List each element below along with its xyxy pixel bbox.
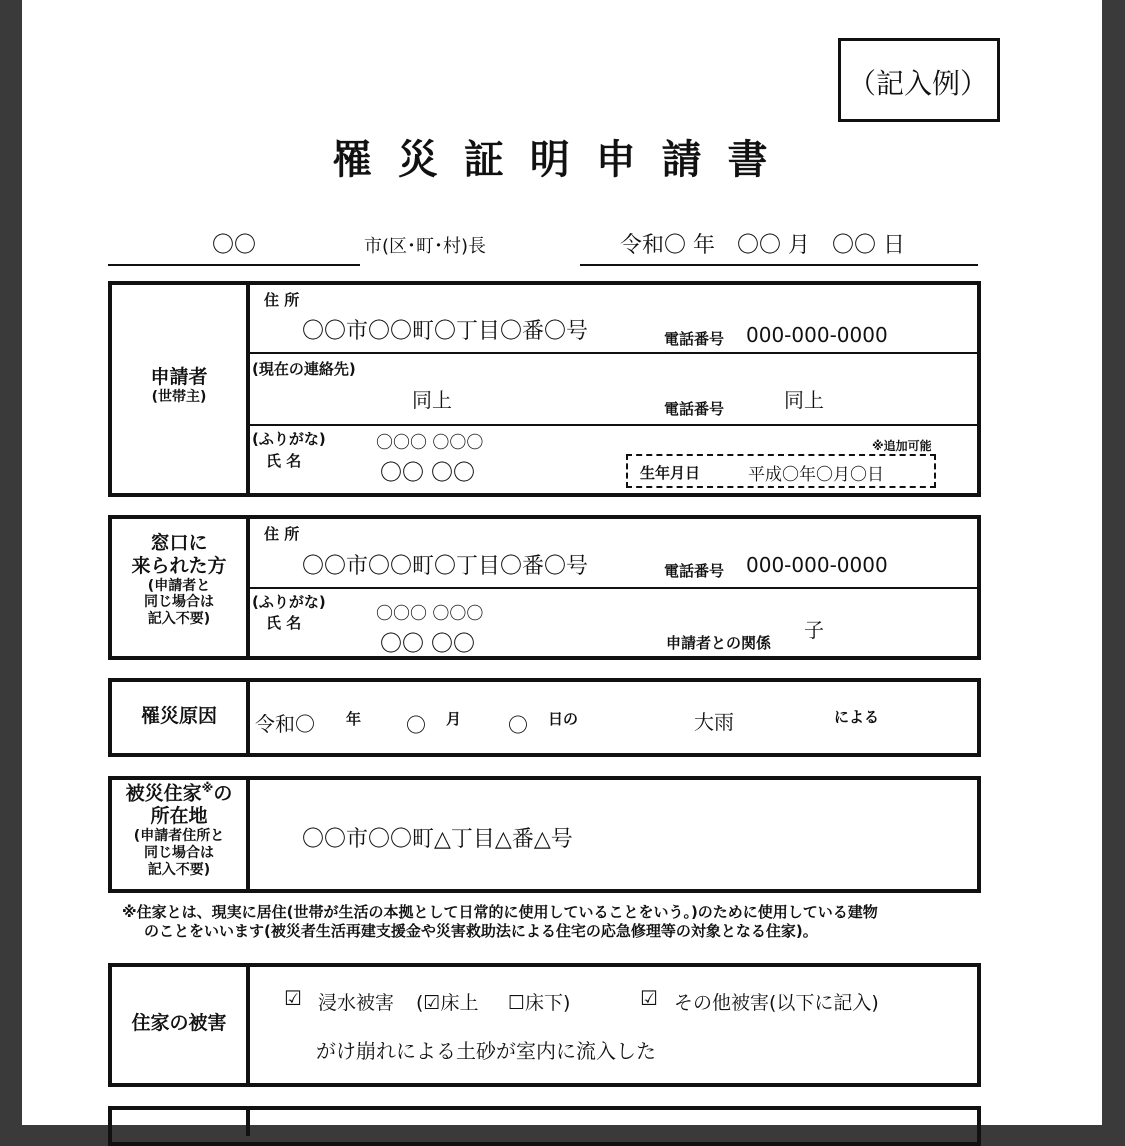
visitor-furigana: 〇〇〇 〇〇〇 [376,604,484,624]
applicant-name: 〇〇 〇〇 [380,461,475,486]
contact-label: (現在の連絡先) [252,360,356,378]
visitor-label-line-1: 窓口に [150,532,208,554]
visitor-phone-label: 電話番号 [664,562,725,580]
example-badge-text: （記入例） [848,67,989,100]
applicant-label-sub: (世帯主) [151,388,207,405]
location-divider [246,776,250,893]
cause-era: 令和〇 [255,712,315,736]
cause-label-text: 罹災原因 [140,705,217,727]
cause-day-unit: 日の [548,710,579,728]
applicant-furigana-label: (ふりがな) [252,430,326,448]
form-title: 罹 災 証 明 申 請 書 [332,137,774,183]
cause-divider [246,678,250,757]
submit-date: 令和〇 年 〇〇 月 〇〇 日 [620,233,905,258]
damage-divider [246,963,250,1087]
cause-suffix: による [834,708,880,726]
visitor-name-label: 氏 名 [266,614,302,632]
visitor-label-sub-2: 同じ場合は [144,594,214,611]
visitor-address-label: 住 所 [264,525,300,543]
damage-label-text: 住家の被害 [131,1012,227,1034]
below-floor-checkbox[interactable]: ☐床下) [508,992,571,1014]
visitor-furigana-label: (ふりがな) [252,593,326,611]
city-suffix: 市(区･町･村)長 [364,236,487,257]
applicant-phone-label: 電話番号 [664,330,725,348]
other-damage-label: その他被害(以下に記入) [674,992,879,1014]
footnote-line-2: のことをいいます(被災者生活再建支援金や災害救助法による住宅の応急修理等の対象となる住家)。 [144,922,818,940]
footnote-line-1: ※住家とは、現実に居住(世帯が生活の本拠として日常的に使用していることをいう。)のために使用している建物 [122,903,878,921]
visitor-address: 〇〇市〇〇町〇丁目〇番〇号 [302,554,589,579]
location-label-line-1 [112,781,246,805]
applicant-furigana: 〇〇〇 〇〇〇 [376,433,484,453]
birthdate-value: 平成〇年〇月〇日 [748,465,884,485]
location-label-word: 被災住家 [125,782,202,805]
other-damage-checkbox[interactable]: ☑ [640,986,658,1010]
applicant-address: 〇〇市〇〇町〇丁目〇番〇号 [302,319,589,344]
applicant-name-label: 氏 名 [266,452,302,470]
visitor-label-sub-3: 記入不要) [147,611,211,628]
applicant-address-label: 住 所 [264,291,300,309]
damage-label [112,1012,246,1035]
cause-month: 〇 [406,713,426,737]
visitor-label-sub-1: (申請者と [147,577,211,594]
cause-event: 大雨 [694,710,734,734]
city-value: 〇〇 [212,233,257,258]
form-page [22,0,1102,1125]
visitor-name: 〇〇 〇〇 [380,632,475,657]
visitor-row-line [250,587,977,589]
damage-detail: がけ崩れによる土砂が室内に流入した [316,1039,656,1063]
contact-value: 同上 [412,388,452,412]
applicant-phone: 000-000-0000 [746,323,888,347]
relation-label: 申請者との関係 [666,634,772,652]
location-address: 〇〇市〇〇町△丁目△番△号 [302,827,573,852]
next-section [108,1106,981,1146]
location-label-particle: の [213,782,233,805]
cause-month-unit: 月 [446,710,462,728]
above-floor-checkbox[interactable]: (☑床上 [416,992,479,1014]
relation-value: 子 [804,618,824,642]
cause-label [112,705,246,728]
location-label-mark: ※ [201,781,214,795]
visitor-label-line-2: 来られた方 [131,554,227,577]
location-label-sub-3: 記入不要) [147,861,211,878]
location-label-sub-1: (申請者住所と [133,827,225,844]
date-underline [580,264,978,266]
optional-note: ※追加可能 [872,439,932,453]
cause-year-unit: 年 [346,710,362,728]
birthdate-label: 生年月日 [640,464,701,482]
flood-checkbox[interactable]: ☑ [284,986,302,1010]
applicant-label-main: 申請者 [150,366,208,388]
applicant-label [112,366,246,406]
applicant-row-line-2 [250,424,977,426]
flood-label: 浸水被害 [318,992,395,1014]
city-underline [108,264,360,266]
applicant-divider [246,281,250,497]
visitor-label [112,532,246,628]
visitor-phone: 000-000-0000 [746,553,888,577]
contact-phone: 同上 [784,388,824,412]
cause-day: 〇 [508,713,528,737]
location-label-sub-2: 同じ場合は [144,844,214,861]
location-label-line-2: 所在地 [150,805,208,828]
contact-phone-label: 電話番号 [664,400,725,418]
applicant-row-line-1 [250,352,977,354]
location-label [112,781,246,878]
next-divider [246,1106,250,1136]
